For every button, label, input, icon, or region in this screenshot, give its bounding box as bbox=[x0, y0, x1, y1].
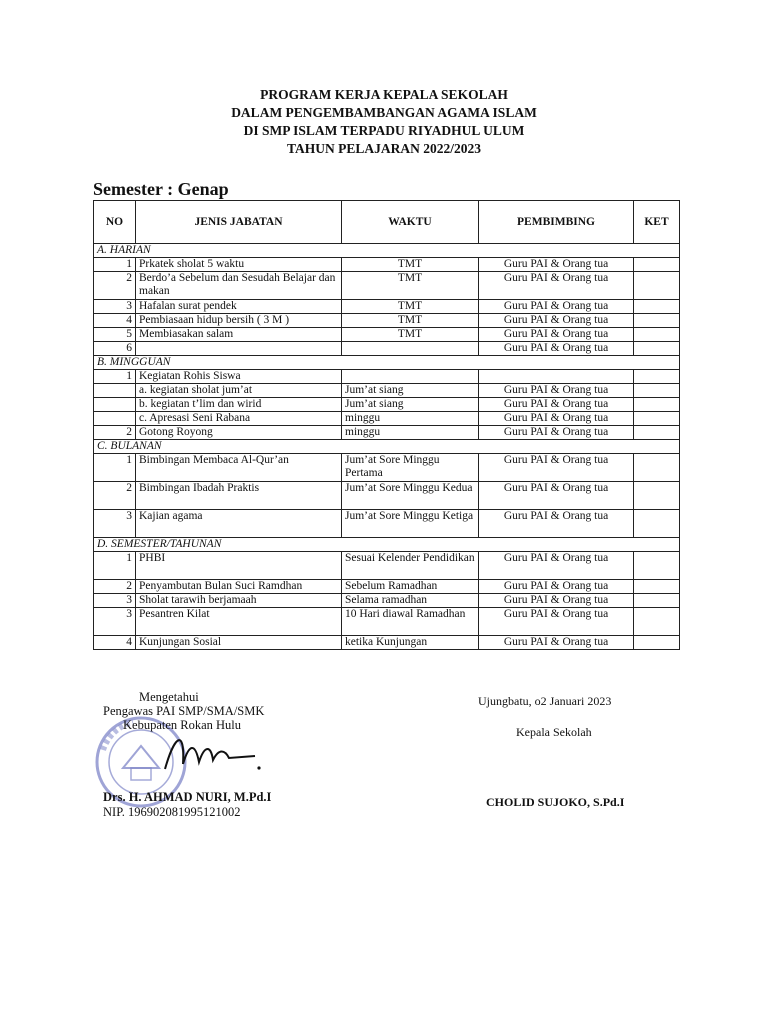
table-row bbox=[94, 594, 680, 608]
cell-ket bbox=[634, 454, 680, 482]
cell-no bbox=[94, 398, 136, 412]
section-row bbox=[94, 440, 680, 454]
cell-ket bbox=[634, 510, 680, 538]
cell-pembimbing: Guru PAI & Orang tua bbox=[479, 482, 634, 510]
col-header-jenis: JENIS JABATAN bbox=[136, 201, 342, 244]
cell-pembimbing: Guru PAI & Orang tua bbox=[479, 594, 634, 608]
table-row bbox=[94, 608, 680, 636]
cell-pembimbing: Guru PAI & Orang tua bbox=[479, 398, 634, 412]
cell-no: 4 bbox=[94, 314, 136, 328]
semester-label: Semester : Genap bbox=[93, 179, 229, 199]
table-row bbox=[94, 272, 680, 300]
cell-ket bbox=[634, 370, 680, 384]
cell-pembimbing: Guru PAI & Orang tua bbox=[479, 636, 634, 650]
table-row bbox=[94, 384, 680, 398]
sign-right-place-date: Ujungbatu, o2 Januari 2023 bbox=[478, 694, 612, 708]
cell-jenis: Gotong Royong bbox=[136, 426, 342, 440]
section-label: D. SEMESTER/TAHUNAN bbox=[94, 538, 680, 552]
cell-ket bbox=[634, 636, 680, 650]
cell-jenis: a. kegiatan sholat jum’at bbox=[136, 384, 342, 398]
cell-waktu: Selama ramadhan bbox=[342, 594, 479, 608]
sign-left-wilayah: Kebupaten Rokan Hulu bbox=[123, 718, 242, 732]
cell-jenis: Kajian agama bbox=[136, 510, 342, 538]
cell-pembimbing: Guru PAI & Orang tua bbox=[479, 608, 634, 636]
cell-pembimbing: Guru PAI & Orang tua bbox=[479, 300, 634, 314]
sign-left-jabatan: Pengawas PAI SMP/SMA/SMK bbox=[103, 704, 265, 718]
cell-pembimbing: Guru PAI & Orang tua bbox=[479, 510, 634, 538]
table-row bbox=[94, 636, 680, 650]
cell-no: 4 bbox=[94, 636, 136, 650]
cell-ket bbox=[634, 608, 680, 636]
cell-no: 2 bbox=[94, 482, 136, 510]
cell-waktu: Sebelum Ramadhan bbox=[342, 580, 479, 594]
cell-waktu: minggu bbox=[342, 426, 479, 440]
cell-ket bbox=[634, 482, 680, 510]
section-row bbox=[94, 356, 680, 370]
sign-right-jabatan: Kepala Sekolah bbox=[516, 725, 592, 739]
cell-ket bbox=[634, 594, 680, 608]
section-row bbox=[94, 538, 680, 552]
cell-waktu bbox=[342, 342, 479, 356]
cell-pembimbing: Guru PAI & Orang tua bbox=[479, 384, 634, 398]
table-body bbox=[94, 244, 680, 650]
cell-pembimbing: Guru PAI & Orang tua bbox=[479, 314, 634, 328]
cell-no bbox=[94, 384, 136, 398]
cell-pembimbing: Guru PAI & Orang tua bbox=[479, 258, 634, 272]
cell-jenis: Membiasakan salam bbox=[136, 328, 342, 342]
section-label: B. MINGGUAN bbox=[94, 356, 680, 370]
signature-block-left bbox=[93, 684, 303, 824]
cell-pembimbing: Guru PAI & Orang tua bbox=[479, 426, 634, 440]
cell-waktu: TMT bbox=[342, 258, 479, 272]
table-row bbox=[94, 328, 680, 342]
cell-waktu: 10 Hari diawal Ramadhan bbox=[342, 608, 479, 636]
cell-no: 2 bbox=[94, 272, 136, 300]
sign-left-mengetahui: Mengetahui bbox=[139, 690, 199, 704]
cell-no: 2 bbox=[94, 580, 136, 594]
col-header-ket: KET bbox=[634, 201, 680, 244]
cell-jenis: Bimbingan Membaca Al-Qur’an bbox=[136, 454, 342, 482]
cell-jenis: PHBI bbox=[136, 552, 342, 580]
cell-no: 1 bbox=[94, 552, 136, 580]
cell-waktu: TMT bbox=[342, 328, 479, 342]
cell-jenis: Kegiatan Rohis Siswa bbox=[136, 370, 342, 384]
cell-jenis: Pembiasaan hidup bersih ( 3 M ) bbox=[136, 314, 342, 328]
cell-waktu: TMT bbox=[342, 314, 479, 328]
cell-no: 3 bbox=[94, 510, 136, 538]
table-row bbox=[94, 510, 680, 538]
cell-waktu: Jum’at siang bbox=[342, 398, 479, 412]
cell-no: 1 bbox=[94, 258, 136, 272]
cell-waktu: minggu bbox=[342, 412, 479, 426]
cell-jenis: Pesantren Kilat bbox=[136, 608, 342, 636]
program-table bbox=[93, 200, 680, 650]
cell-ket bbox=[634, 342, 680, 356]
table-row bbox=[94, 370, 680, 384]
cell-no: 5 bbox=[94, 328, 136, 342]
cell-ket bbox=[634, 412, 680, 426]
cell-jenis: Kunjungan Sosial bbox=[136, 636, 342, 650]
table-header-row bbox=[94, 201, 680, 244]
cell-ket bbox=[634, 398, 680, 412]
cell-jenis: Penyambutan Bulan Suci Ramdhan bbox=[136, 580, 342, 594]
section-label: A. HARIAN bbox=[94, 244, 680, 258]
cell-ket bbox=[634, 258, 680, 272]
table-row bbox=[94, 482, 680, 510]
table-row bbox=[94, 426, 680, 440]
col-header-no: NO bbox=[94, 201, 136, 244]
cell-pembimbing: Guru PAI & Orang tua bbox=[479, 580, 634, 594]
section-label: C. BULANAN bbox=[94, 440, 680, 454]
cell-jenis bbox=[136, 342, 342, 356]
cell-no: 6 bbox=[94, 342, 136, 356]
table-row bbox=[94, 314, 680, 328]
sign-right-nama: CHOLID SUJOKO, S.Pd.I bbox=[486, 795, 625, 809]
cell-ket bbox=[634, 384, 680, 398]
cell-pembimbing: Guru PAI & Orang tua bbox=[479, 454, 634, 482]
cell-waktu: Sesuai Kelender Pendidikan bbox=[342, 552, 479, 580]
cell-waktu: TMT bbox=[342, 300, 479, 314]
cell-no: 3 bbox=[94, 594, 136, 608]
cell-no: 1 bbox=[94, 454, 136, 482]
cell-no: 1 bbox=[94, 370, 136, 384]
cell-pembimbing: Guru PAI & Orang tua bbox=[479, 328, 634, 342]
cell-ket bbox=[634, 314, 680, 328]
table-row bbox=[94, 580, 680, 594]
cell-jenis: Bimbingan Ibadah Praktis bbox=[136, 482, 342, 510]
cell-ket bbox=[634, 580, 680, 594]
table-row bbox=[94, 552, 680, 580]
cell-no bbox=[94, 412, 136, 426]
col-header-pembimbing: PEMBIMBING bbox=[479, 201, 634, 244]
cell-jenis: b. kegiatan t’lim dan wirid bbox=[136, 398, 342, 412]
cell-pembimbing: Guru PAI & Orang tua bbox=[479, 552, 634, 580]
cell-no: 3 bbox=[94, 608, 136, 636]
sign-left-nama: Drs. H. AHMAD NURI, M.Pd.I bbox=[103, 790, 272, 804]
cell-jenis: c. Apresasi Seni Rabana bbox=[136, 412, 342, 426]
cell-pembimbing: Guru PAI & Orang tua bbox=[479, 342, 634, 356]
table-row bbox=[94, 412, 680, 426]
cell-pembimbing: Guru PAI & Orang tua bbox=[479, 272, 634, 300]
table-row bbox=[94, 398, 680, 412]
cell-ket bbox=[634, 272, 680, 300]
handwritten-signature-icon bbox=[155, 724, 265, 784]
cell-ket bbox=[634, 328, 680, 342]
cell-jenis: Berdo’a Sebelum dan Sesudah Belajar dan makan bbox=[136, 272, 342, 300]
cell-ket bbox=[634, 426, 680, 440]
cell-waktu: Jum’at Sore Minggu Pertama bbox=[342, 454, 479, 482]
sign-left-nip: NIP. 196902081995121002 bbox=[103, 805, 241, 819]
cell-waktu bbox=[342, 370, 479, 384]
cell-pembimbing bbox=[479, 370, 634, 384]
cell-jenis: Hafalan surat pendek bbox=[136, 300, 342, 314]
cell-jenis: Prkatek sholat 5 waktu bbox=[136, 258, 342, 272]
section-row bbox=[94, 244, 680, 258]
cell-ket bbox=[634, 300, 680, 314]
document-title: PROGRAM KERJA KEPALA SEKOLAH DALAM PENGEMBAMBANGAN AGAMA ISLAM DI SMP ISLAM TERPADU RIYADHUL ULUM TAHUN PELAJARAN 2022/2023 bbox=[231, 87, 537, 156]
cell-jenis: Sholat tarawih berjamaah bbox=[136, 594, 342, 608]
cell-no: 2 bbox=[94, 426, 136, 440]
cell-waktu: Jum’at siang bbox=[342, 384, 479, 398]
cell-waktu: TMT bbox=[342, 272, 479, 300]
table-row bbox=[94, 258, 680, 272]
table-row bbox=[94, 300, 680, 314]
cell-pembimbing: Guru PAI & Orang tua bbox=[479, 412, 634, 426]
cell-no: 3 bbox=[94, 300, 136, 314]
cell-waktu: Jum’at Sore Minggu Ketiga bbox=[342, 510, 479, 538]
cell-waktu: Jum’at Sore Minggu Kedua bbox=[342, 482, 479, 510]
table-row bbox=[94, 454, 680, 482]
table-row bbox=[94, 342, 680, 356]
col-header-waktu: WAKTU bbox=[342, 201, 479, 244]
cell-waktu: ketika Kunjungan bbox=[342, 636, 479, 650]
cell-ket bbox=[634, 552, 680, 580]
